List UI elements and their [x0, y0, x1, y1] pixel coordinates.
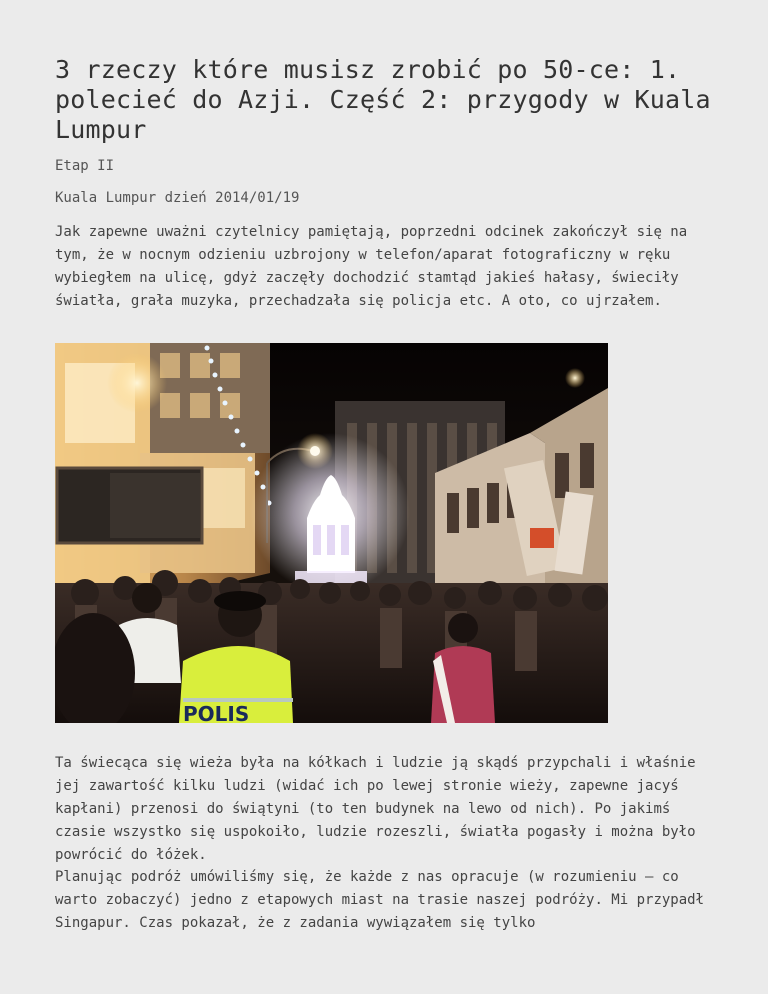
article — [55, 55, 715, 931]
photo-illustration — [55, 343, 608, 723]
paragraph-intro: Jak zapewne uważni czytelnicy pamiętają, poprzedni odcinek zakończył się na tym, że w nocnym odzieniu uzbrojony w telefon/aparat fotograficzny w ręku wybiegłem na ulicę, gdyż zaczęły dochodzić stamtąd jakieś hałasy, świeciły światła, grała muzyka, przechadzała się policja etc. A oto, co ujrzałem. — [55, 224, 688, 309]
vest-text: POLIS — [183, 702, 250, 723]
street-festival-photo — [55, 343, 608, 723]
stage-label: Etap II — [55, 158, 115, 174]
paragraph-tower: Ta świecąca się wieża była na kółkach i ludzie ją skądś przypchali i właśnie jej zawartość kilku ludzi (widać ich po lewej stronie wieży, zapewne jacyś kapłani) przenosi do świątyni (to ten budynek na lewo od nich). Po jakimś czasie wszystko się uspokoiło, ludzie rozeszli, światła pogasły i można było powrócić do łóżek. — [55, 755, 696, 863]
date-line: Kuala Lumpur dzień 2014/01/19 — [55, 190, 300, 206]
paragraph-planning: Planując podróż umówiliśmy się, że każde z nas opracuje (w rozumieniu – co warto zobaczyć) jedno z etapowych miast na trasie naszej podróży. Mi przypadł Singapur. Czas pokazał, że z zadania wywiązałem się tylko — [55, 869, 705, 931]
article-title: 3 rzeczy które musisz zrobić po 50-ce: 1. polecieć do Azji. Część 2: przygody w Kuala Lumpur — [55, 55, 711, 144]
